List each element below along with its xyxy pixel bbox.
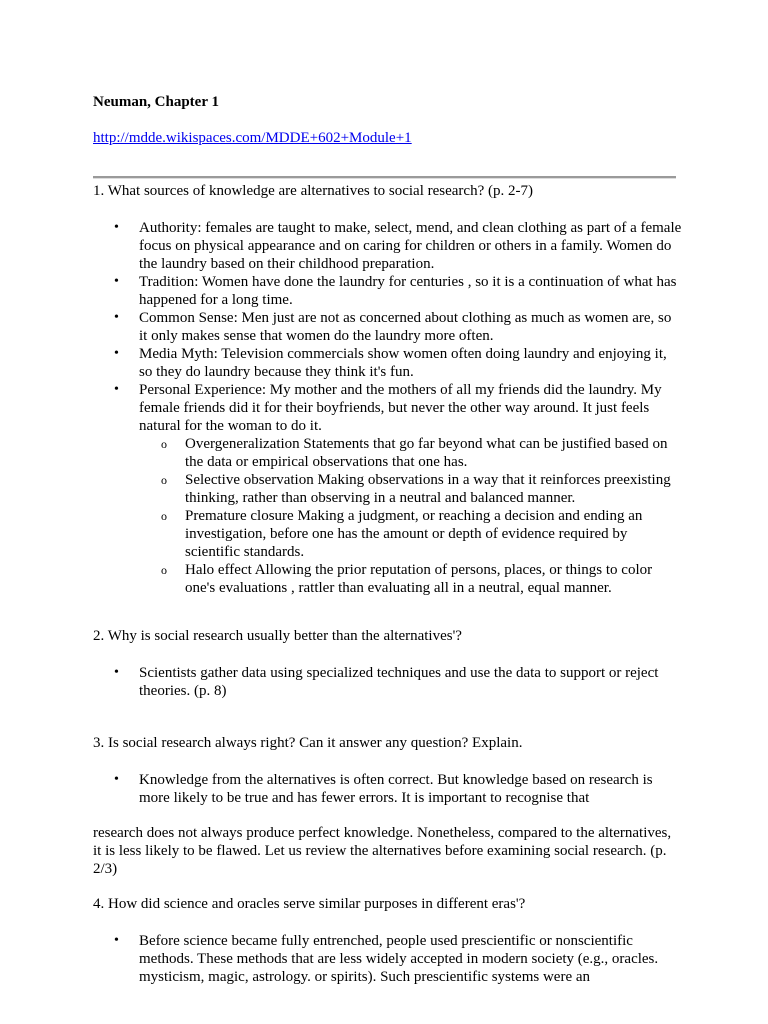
question-4-section <box>93 895 683 986</box>
question-3-section <box>93 734 683 807</box>
errors-sub-list <box>139 435 683 597</box>
question-2: 2. Why is social research usually better than the alternatives'? <box>93 628 462 644</box>
bullet-personal-experience-text: Personal Experience: My mother and the mothers of all my friends did the laundry. My female friends did it for their boyfriends, but never the other way around. It just feels natural for the woman to do it. <box>139 382 662 434</box>
bullet-authority: • Authority: females are taught to make, select, mend, and clean clothing as part of a female focus on physical appearance and on caring for children or others in a family. Women do the laundry based on their childhood preparation. <box>93 219 683 273</box>
sub-bullet-premature-closure: o Premature closure Making a judgment, or reaching a decision and ending an investigation, before one has the amount or depth of evidence required by scientific standards. <box>139 507 683 561</box>
bullet-personal-experience <box>93 381 683 597</box>
question-4: 4. How did science and oracles serve similar purposes in different eras'? <box>93 896 526 912</box>
question-1-bullets <box>93 219 683 597</box>
question-3-bullets <box>93 771 683 807</box>
question-3-paragraph: research does not always produce perfect knowledge. Nonetheless, compared to the alternatives, it is less likely to be flawed. Let us review the alternatives before examining social research. (p. 2/3) <box>93 825 672 877</box>
page-title: Neuman, Chapter 1 <box>93 94 219 110</box>
module-link[interactable]: http://mdde.wikispaces.com/MDDE+602+Module+1 <box>93 130 412 146</box>
bullet-media-myth: • Media Myth: Television commercials show women often doing laundry and enjoying it, so they do laundry because they think it's fun. <box>93 345 683 381</box>
question-1-section <box>93 182 683 597</box>
sub-bullet-selective-observation: o Selective observation Making observations in a way that it reinforces preexisting thinking, rather than observing in a neutral and balanced manner. <box>139 471 683 507</box>
horizontal-rule <box>93 176 676 179</box>
question-3: 3. Is social research always right? Can it answer any question? Explain. <box>93 735 523 751</box>
question-2-section <box>93 627 683 700</box>
sub-bullet-overgeneralization: o Overgeneralization Statements that go far beyond what can be justified based on the data or empirical observations that one has. <box>139 435 683 471</box>
bullet-common-sense: • Common Sense: Men just are not as concerned about clothing as much as women are, so it only makes sense that women do the laundry more often. <box>93 309 683 345</box>
bullet-knowledge-alternatives: • Knowledge from the alternatives is often correct. But knowledge based on research is more likely to be true and has fewer errors. It is important to recognise that <box>93 771 683 807</box>
question-2-bullets <box>93 664 683 700</box>
bullet-scientists-gather-data: • Scientists gather data using specialized techniques and use the data to support or reject theories. (p. 8) <box>93 664 683 700</box>
bullet-before-science: • Before science became fully entrenched, people used prescientific or nonscientific methods. These methods that are less widely accepted in modern society (e.g., oracles. mysticism, magic, astrology. or spirits). Such prescientific systems were an <box>93 932 683 986</box>
question-4-bullets <box>93 932 683 986</box>
sub-bullet-halo-effect: o Halo effect Allowing the prior reputation of persons, places, or things to color one's evaluations , rattler than evaluating all in a neutral, equal manner. <box>139 561 683 597</box>
question-1: 1. What sources of knowledge are alternatives to social research? (p. 2-7) <box>93 183 533 199</box>
bullet-tradition: • Tradition: Women have done the laundry for centuries , so it is a continuation of what has happened for a long time. <box>93 273 683 309</box>
